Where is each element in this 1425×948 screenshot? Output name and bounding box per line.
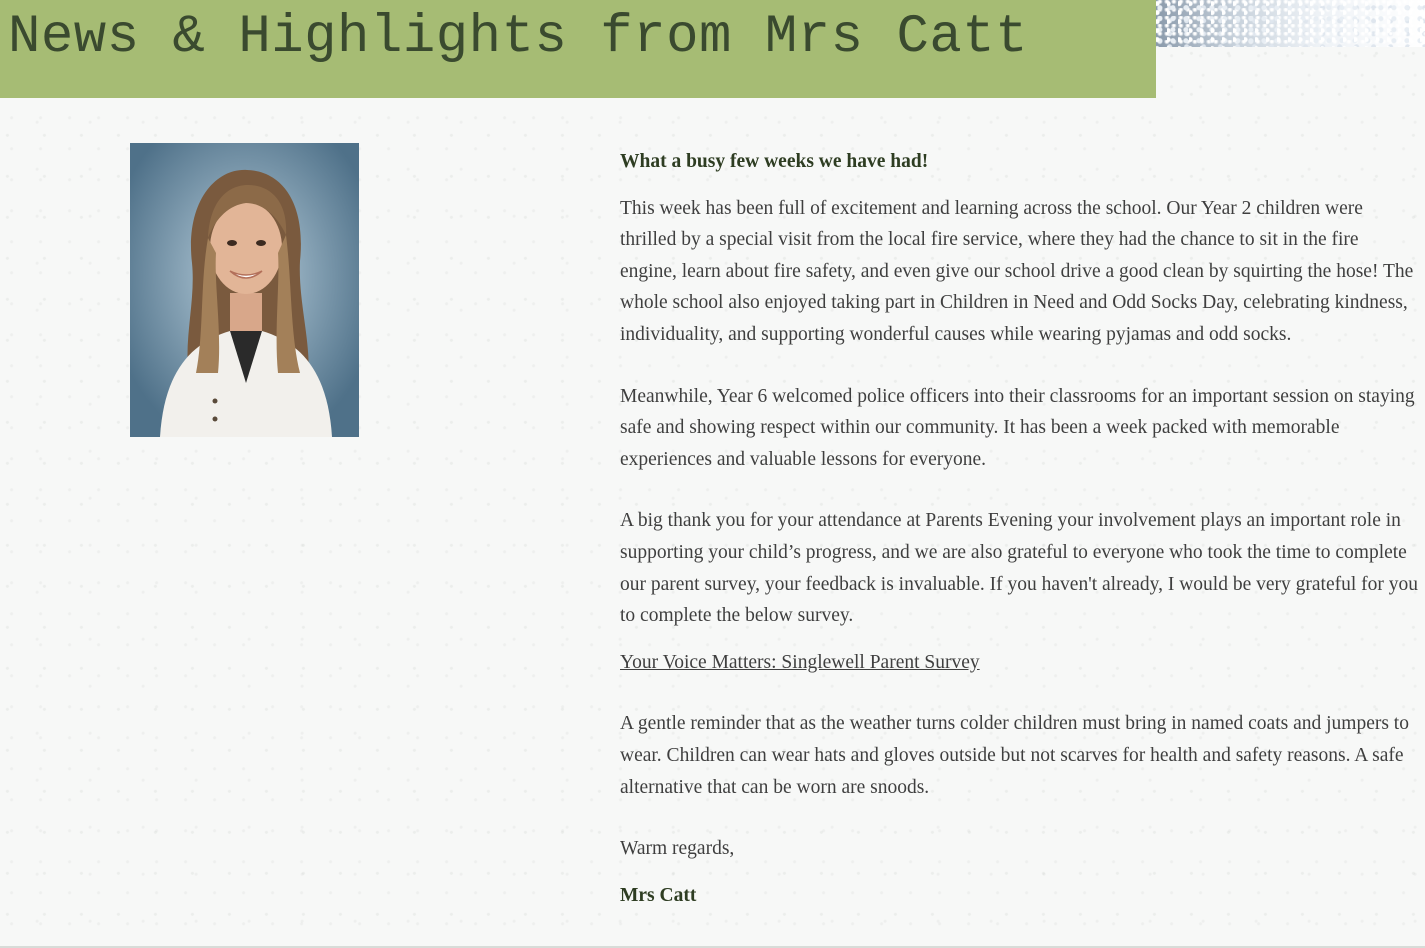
person-photo-icon [130, 143, 359, 437]
article-paragraph-weather-reminder: A gentle reminder that as the weather turns colder children must bring in named coats and jumpers to wear. Children can wear hats and gloves outside but not scarves for health and safety reasons. A safe alternative that can be worn are snoods. [620, 713, 1409, 798]
parent-survey-link[interactable]: Your Voice Matters: Singlewell Parent Survey [620, 651, 980, 673]
header-snow-image [1156, 0, 1425, 47]
portrait-photo [130, 143, 359, 437]
article-paragraph-parents-evening: A big thank you for your attendance at Parents Evening your involvement plays an important role in supporting your child’s progress, and we are also grateful to everyone who took the time to complete our parent survey, your feedback is invaluable. If you haven't already, I would be very grateful for you to complete the below survey. [620, 510, 1419, 627]
page-header [0, 0, 1156, 98]
article-paragraph-police-visit: Meanwhile, Year 6 welcomed police officers into their classrooms for an important session on staying safe and showing respect within our community. It has been a week packed with memorable experiences and valuable lessons for everyone. [620, 385, 1415, 470]
page-title: News & Highlights from Mrs Catt [8, 7, 1029, 68]
article-signature: Mrs Catt [620, 884, 697, 906]
article-body [620, 146, 1420, 911]
article-signoff: Warm regards, [620, 838, 735, 860]
article-paragraph-fire-service: This week has been full of excitement and learning across the school. Our Year 2 children were thrilled by a special visit from the local fire service, where they had the chance to sit in the fire engine, learn about fire safety, and even give our school drive a good clean by squirting the hose! The whole school also enjoyed taking part in Children in Need and Odd Socks Day, celebrating kindness, individuality, and supporting wonderful causes while wearing pyjamas and odd socks. [620, 197, 1414, 345]
article-lead: What a busy few weeks we have had! [620, 151, 929, 172]
